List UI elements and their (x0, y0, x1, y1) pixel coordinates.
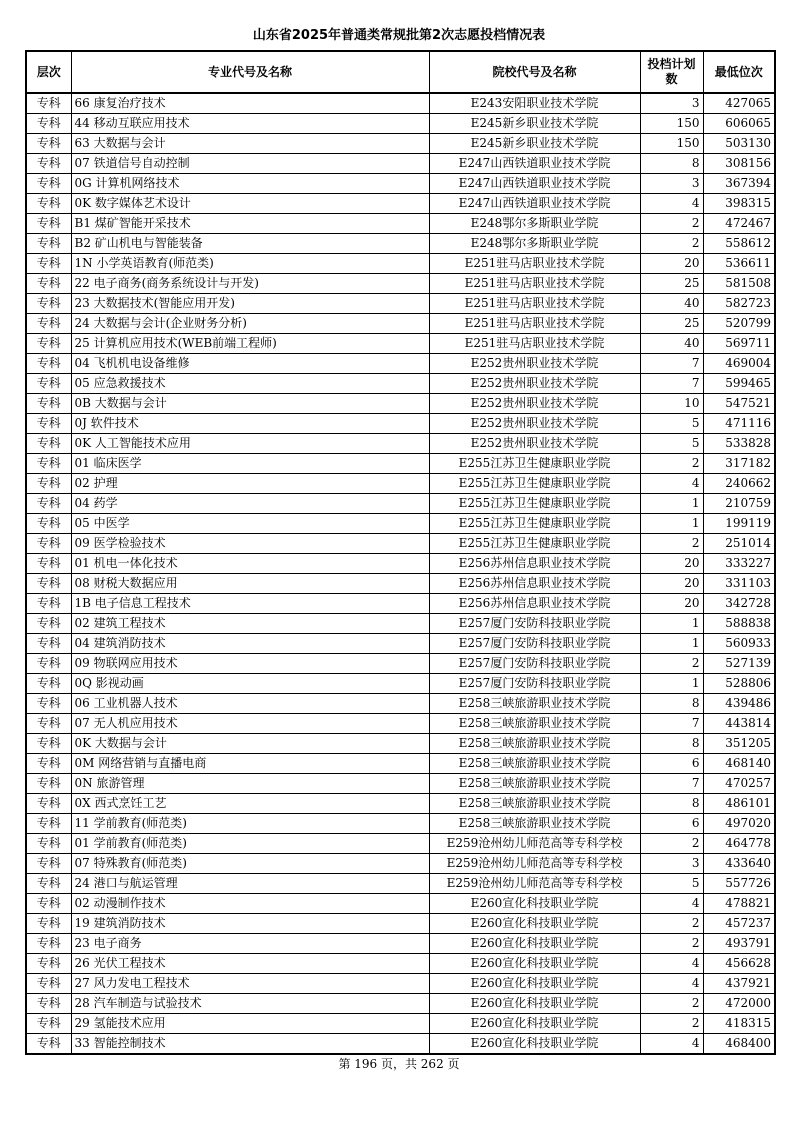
cell-rank: 558612 (703, 234, 775, 254)
cell-rank: 333227 (703, 554, 775, 574)
table-row (26, 674, 775, 694)
cell-rank: 560933 (703, 634, 775, 654)
cell-major: 0N 旅游管理 (71, 774, 429, 794)
table-row (26, 594, 775, 614)
cell-major: 23 大数据技术(智能应用开发) (71, 294, 429, 314)
cell-rank: 520799 (703, 314, 775, 334)
cell-rank: 308156 (703, 154, 775, 174)
cell-plan: 4 (640, 1034, 703, 1055)
cell-rank: 418315 (703, 1014, 775, 1034)
cell-level: 专科 (26, 214, 71, 234)
cell-rank: 210759 (703, 494, 775, 514)
table-body (26, 93, 775, 1054)
cell-level: 专科 (26, 634, 71, 654)
cell-school: E256苏州信息职业技术学院 (429, 554, 640, 574)
cell-rank: 437921 (703, 974, 775, 994)
cell-rank: 367394 (703, 174, 775, 194)
cell-rank: 251014 (703, 534, 775, 554)
cell-rank: 472467 (703, 214, 775, 234)
table-row (26, 874, 775, 894)
cell-level: 专科 (26, 614, 71, 634)
cell-plan: 4 (640, 194, 703, 214)
table-row (26, 354, 775, 374)
cell-level: 专科 (26, 414, 71, 434)
cell-school: E251驻马店职业技术学院 (429, 334, 640, 354)
cell-major: 33 智能控制技术 (71, 1034, 429, 1055)
cell-level: 专科 (26, 154, 71, 174)
cell-major: 01 临床医学 (71, 454, 429, 474)
cell-level: 专科 (26, 254, 71, 274)
cell-plan: 2 (640, 834, 703, 854)
cell-plan: 7 (640, 374, 703, 394)
table-row (26, 494, 775, 514)
cell-school: E256苏州信息职业技术学院 (429, 594, 640, 614)
cell-school: E252贵州职业技术学院 (429, 414, 640, 434)
cell-major: 0Q 影视动画 (71, 674, 429, 694)
page-title: 山东省2025年普通类常规批第2次志愿投档情况表 (252, 28, 546, 43)
cell-plan: 2 (640, 1014, 703, 1034)
cell-rank: 478821 (703, 894, 775, 914)
table-row (26, 914, 775, 934)
cell-level: 专科 (26, 494, 71, 514)
table-row (26, 654, 775, 674)
cell-school: E255江苏卫生健康职业学院 (429, 534, 640, 554)
cell-school: E243安阳职业技术学院 (429, 93, 640, 114)
cell-rank: 331103 (703, 574, 775, 594)
cell-major: 0B 大数据与会计 (71, 394, 429, 414)
cell-major: 09 物联网应用技术 (71, 654, 429, 674)
cell-plan: 6 (640, 754, 703, 774)
cell-major: 0K 数字媒体艺术设计 (71, 194, 429, 214)
cell-level: 专科 (26, 474, 71, 494)
cell-level: 专科 (26, 754, 71, 774)
cell-level: 专科 (26, 314, 71, 334)
header-major: 专业代号及名称 (71, 51, 429, 93)
table-row (26, 1034, 775, 1055)
cell-major: 1B 电子信息工程技术 (71, 594, 429, 614)
cell-rank: 471116 (703, 414, 775, 434)
cell-level: 专科 (26, 594, 71, 614)
cell-rank: 472000 (703, 994, 775, 1014)
table-row (26, 534, 775, 554)
table-row (26, 334, 775, 354)
cell-rank: 351205 (703, 734, 775, 754)
cell-school: E256苏州信息职业技术学院 (429, 574, 640, 594)
cell-plan: 2 (640, 234, 703, 254)
cell-major: 06 工业机器人技术 (71, 694, 429, 714)
header-rank: 最低位次 (703, 51, 775, 93)
cell-school: E260宣化科技职业学院 (429, 894, 640, 914)
table-row (26, 294, 775, 314)
cell-plan: 4 (640, 474, 703, 494)
cell-level: 专科 (26, 934, 71, 954)
cell-school: E251驻马店职业技术学院 (429, 254, 640, 274)
cell-school: E251驻马店职业技术学院 (429, 274, 640, 294)
cell-major: 28 汽车制造与试验技术 (71, 994, 429, 1014)
cell-level: 专科 (26, 974, 71, 994)
cell-school: E258三峡旅游职业技术学院 (429, 694, 640, 714)
cell-major: 29 氢能技术应用 (71, 1014, 429, 1034)
cell-major: 07 无人机应用技术 (71, 714, 429, 734)
cell-school: E247山西铁道职业技术学院 (429, 154, 640, 174)
cell-major: 24 港口与航运管理 (71, 874, 429, 894)
cell-plan: 2 (640, 214, 703, 234)
cell-level: 专科 (26, 694, 71, 714)
cell-school: E260宣化科技职业学院 (429, 974, 640, 994)
cell-level: 专科 (26, 674, 71, 694)
cell-plan: 5 (640, 414, 703, 434)
cell-major: B1 煤矿智能开采技术 (71, 214, 429, 234)
table-row (26, 174, 775, 194)
cell-rank: 493791 (703, 934, 775, 954)
cell-school: E259沧州幼儿师范高等专科学校 (429, 854, 640, 874)
table-row (26, 254, 775, 274)
cell-school: E258三峡旅游职业技术学院 (429, 814, 640, 834)
cell-major: 04 飞机机电设备维修 (71, 354, 429, 374)
table-row (26, 474, 775, 494)
table-row (26, 774, 775, 794)
cell-school: E260宣化科技职业学院 (429, 934, 640, 954)
cell-major: 66 康复治疗技术 (71, 93, 429, 114)
cell-rank: 342728 (703, 594, 775, 614)
cell-plan: 8 (640, 734, 703, 754)
cell-plan: 8 (640, 794, 703, 814)
table-row (26, 194, 775, 214)
cell-school: E255江苏卫生健康职业学院 (429, 514, 640, 534)
cell-major: 63 大数据与会计 (71, 134, 429, 154)
cell-level: 专科 (26, 334, 71, 354)
header-plan: 投档计划数 (640, 51, 703, 93)
cell-major: 25 计算机应用技术(WEB前端工程师) (71, 334, 429, 354)
table-row (26, 274, 775, 294)
cell-plan: 40 (640, 294, 703, 314)
cell-plan: 40 (640, 334, 703, 354)
cell-rank: 317182 (703, 454, 775, 474)
table-row (26, 154, 775, 174)
cell-plan: 25 (640, 274, 703, 294)
cell-level: 专科 (26, 514, 71, 534)
cell-school: E251驻马店职业技术学院 (429, 314, 640, 334)
cell-level: 专科 (26, 394, 71, 414)
cell-school: E259沧州幼儿师范高等专科学校 (429, 874, 640, 894)
table-row (26, 814, 775, 834)
cell-plan: 7 (640, 714, 703, 734)
cell-school: E260宣化科技职业学院 (429, 954, 640, 974)
table-row (26, 574, 775, 594)
cell-plan: 1 (640, 494, 703, 514)
cell-level: 专科 (26, 234, 71, 254)
cell-plan: 4 (640, 954, 703, 974)
table-row (26, 834, 775, 854)
cell-major: 02 建筑工程技术 (71, 614, 429, 634)
table-row (26, 214, 775, 234)
cell-level: 专科 (26, 854, 71, 874)
cell-level: 专科 (26, 714, 71, 734)
cell-plan: 25 (640, 314, 703, 334)
cell-plan: 7 (640, 774, 703, 794)
cell-school: E258三峡旅游职业技术学院 (429, 714, 640, 734)
cell-rank: 527139 (703, 654, 775, 674)
cell-level: 专科 (26, 294, 71, 314)
cell-major: 0K 大数据与会计 (71, 734, 429, 754)
cell-plan: 2 (640, 994, 703, 1014)
cell-rank: 469004 (703, 354, 775, 374)
cell-rank: 599465 (703, 374, 775, 394)
cell-school: E260宣化科技职业学院 (429, 1014, 640, 1034)
cell-rank: 503130 (703, 134, 775, 154)
cell-plan: 150 (640, 114, 703, 134)
table-row (26, 93, 775, 114)
cell-school: E258三峡旅游职业技术学院 (429, 794, 640, 814)
cell-major: 07 特殊教育(师范类) (71, 854, 429, 874)
cell-rank: 581508 (703, 274, 775, 294)
cell-major: 0M 网络营销与直播电商 (71, 754, 429, 774)
cell-rank: 457237 (703, 914, 775, 934)
cell-rank: 533828 (703, 434, 775, 454)
table-row (26, 954, 775, 974)
cell-rank: 547521 (703, 394, 775, 414)
table-row (26, 614, 775, 634)
cell-plan: 7 (640, 354, 703, 374)
cell-school: E257厦门安防科技职业学院 (429, 654, 640, 674)
cell-plan: 2 (640, 934, 703, 954)
cell-school: E258三峡旅游职业技术学院 (429, 734, 640, 754)
cell-rank: 486101 (703, 794, 775, 814)
cell-major: 02 护理 (71, 474, 429, 494)
cell-school: E259沧州幼儿师范高等专科学校 (429, 834, 640, 854)
cell-level: 专科 (26, 654, 71, 674)
cell-major: 04 药学 (71, 494, 429, 514)
cell-school: E255江苏卫生健康职业学院 (429, 494, 640, 514)
table-row (26, 934, 775, 954)
table-row (26, 974, 775, 994)
cell-plan: 150 (640, 134, 703, 154)
cell-rank: 557726 (703, 874, 775, 894)
table-row (26, 854, 775, 874)
cell-level: 专科 (26, 93, 71, 114)
cell-plan: 8 (640, 694, 703, 714)
cell-major: 0X 西式烹饪工艺 (71, 794, 429, 814)
cell-plan: 4 (640, 974, 703, 994)
cell-level: 专科 (26, 834, 71, 854)
cell-school: E247山西铁道职业技术学院 (429, 194, 640, 214)
cell-school: E257厦门安防科技职业学院 (429, 674, 640, 694)
cell-plan: 6 (640, 814, 703, 834)
cell-plan: 5 (640, 434, 703, 454)
cell-rank: 456628 (703, 954, 775, 974)
cell-school: E252贵州职业技术学院 (429, 394, 640, 414)
table-row (26, 714, 775, 734)
cell-school: E257厦门安防科技职业学院 (429, 614, 640, 634)
cell-plan: 20 (640, 574, 703, 594)
table-row (26, 734, 775, 754)
cell-rank: 439486 (703, 694, 775, 714)
cell-plan: 20 (640, 594, 703, 614)
table-row (26, 794, 775, 814)
cell-rank: 468140 (703, 754, 775, 774)
cell-school: E257厦门安防科技职业学院 (429, 634, 640, 654)
cell-school: E260宣化科技职业学院 (429, 994, 640, 1014)
table-row (26, 894, 775, 914)
table-row (26, 314, 775, 334)
table-row (26, 374, 775, 394)
cell-rank: 443814 (703, 714, 775, 734)
cell-rank: 470257 (703, 774, 775, 794)
cell-level: 专科 (26, 354, 71, 374)
admission-table (25, 50, 776, 1055)
cell-major: 02 动漫制作技术 (71, 894, 429, 914)
cell-major: 26 光伏工程技术 (71, 954, 429, 974)
table-row (26, 1014, 775, 1034)
cell-plan: 3 (640, 854, 703, 874)
cell-major: 08 财税大数据应用 (71, 574, 429, 594)
cell-plan: 1 (640, 514, 703, 534)
cell-school: E248鄂尔多斯职业学院 (429, 234, 640, 254)
cell-major: 05 应急救援技术 (71, 374, 429, 394)
cell-level: 专科 (26, 734, 71, 754)
cell-major: 24 大数据与会计(企业财务分析) (71, 314, 429, 334)
table-row (26, 994, 775, 1014)
header-school: 院校代号及名称 (429, 51, 640, 93)
cell-plan: 2 (640, 914, 703, 934)
cell-plan: 2 (640, 654, 703, 674)
table-row (26, 454, 775, 474)
table-row (26, 114, 775, 134)
cell-rank: 468400 (703, 1034, 775, 1055)
cell-level: 专科 (26, 814, 71, 834)
cell-plan: 10 (640, 394, 703, 414)
cell-level: 专科 (26, 194, 71, 214)
table-row (26, 134, 775, 154)
cell-school: E258三峡旅游职业技术学院 (429, 754, 640, 774)
cell-level: 专科 (26, 774, 71, 794)
cell-rank: 398315 (703, 194, 775, 214)
cell-plan: 1 (640, 634, 703, 654)
cell-level: 专科 (26, 1014, 71, 1034)
cell-rank: 464778 (703, 834, 775, 854)
cell-rank: 433640 (703, 854, 775, 874)
cell-plan: 8 (640, 154, 703, 174)
cell-rank: 497020 (703, 814, 775, 834)
cell-major: 09 医学检验技术 (71, 534, 429, 554)
cell-major: 07 铁道信号自动控制 (71, 154, 429, 174)
cell-school: E260宣化科技职业学院 (429, 1034, 640, 1055)
cell-plan: 4 (640, 894, 703, 914)
cell-major: 11 学前教育(师范类) (71, 814, 429, 834)
cell-level: 专科 (26, 554, 71, 574)
page-footer: 第 196 页，共 262 页 (338, 1057, 460, 1071)
cell-plan: 3 (640, 174, 703, 194)
cell-school: E255江苏卫生健康职业学院 (429, 454, 640, 474)
cell-major: 23 电子商务 (71, 934, 429, 954)
cell-major: 01 机电一体化技术 (71, 554, 429, 574)
cell-plan: 3 (640, 93, 703, 114)
cell-major: 19 建筑消防技术 (71, 914, 429, 934)
cell-major: 04 建筑消防技术 (71, 634, 429, 654)
cell-plan: 2 (640, 534, 703, 554)
cell-level: 专科 (26, 1034, 71, 1055)
cell-level: 专科 (26, 914, 71, 934)
table-header-row (26, 51, 775, 93)
cell-level: 专科 (26, 114, 71, 134)
cell-major: 0J 软件技术 (71, 414, 429, 434)
cell-school: E245新乡职业技术学院 (429, 134, 640, 154)
cell-major: 0G 计算机网络技术 (71, 174, 429, 194)
table-row (26, 434, 775, 454)
cell-rank: 427065 (703, 93, 775, 114)
table-row (26, 414, 775, 434)
table-row (26, 554, 775, 574)
cell-school: E252贵州职业技术学院 (429, 434, 640, 454)
cell-rank: 528806 (703, 674, 775, 694)
cell-school: E247山西铁道职业技术学院 (429, 174, 640, 194)
table-row (26, 394, 775, 414)
cell-school: E252贵州职业技术学院 (429, 354, 640, 374)
cell-level: 专科 (26, 434, 71, 454)
cell-level: 专科 (26, 374, 71, 394)
header-level: 层次 (26, 51, 71, 93)
cell-plan: 2 (640, 454, 703, 474)
cell-plan: 1 (640, 674, 703, 694)
cell-level: 专科 (26, 454, 71, 474)
cell-level: 专科 (26, 534, 71, 554)
cell-rank: 588838 (703, 614, 775, 634)
cell-major: 44 移动互联应用技术 (71, 114, 429, 134)
cell-major: B2 矿山机电与智能装备 (71, 234, 429, 254)
cell-major: 0K 人工智能技术应用 (71, 434, 429, 454)
cell-level: 专科 (26, 954, 71, 974)
cell-plan: 20 (640, 554, 703, 574)
cell-school: E252贵州职业技术学院 (429, 374, 640, 394)
cell-major: 1N 小学英语教育(师范类) (71, 254, 429, 274)
cell-school: E245新乡职业技术学院 (429, 114, 640, 134)
cell-major: 27 风力发电工程技术 (71, 974, 429, 994)
cell-school: E248鄂尔多斯职业学院 (429, 214, 640, 234)
table-row (26, 694, 775, 714)
cell-plan: 1 (640, 614, 703, 634)
cell-rank: 569711 (703, 334, 775, 354)
table-row (26, 234, 775, 254)
cell-rank: 199119 (703, 514, 775, 534)
cell-school: E258三峡旅游职业技术学院 (429, 774, 640, 794)
cell-level: 专科 (26, 994, 71, 1014)
cell-major: 05 中医学 (71, 514, 429, 534)
cell-major: 22 电子商务(商务系统设计与开发) (71, 274, 429, 294)
cell-level: 专科 (26, 134, 71, 154)
table-row (26, 514, 775, 534)
cell-rank: 582723 (703, 294, 775, 314)
cell-rank: 536611 (703, 254, 775, 274)
cell-major: 01 学前教育(师范类) (71, 834, 429, 854)
cell-school: E255江苏卫生健康职业学院 (429, 474, 640, 494)
cell-level: 专科 (26, 174, 71, 194)
cell-rank: 240662 (703, 474, 775, 494)
cell-level: 专科 (26, 874, 71, 894)
cell-level: 专科 (26, 274, 71, 294)
cell-school: E251驻马店职业技术学院 (429, 294, 640, 314)
cell-plan: 20 (640, 254, 703, 274)
cell-level: 专科 (26, 894, 71, 914)
cell-plan: 5 (640, 874, 703, 894)
cell-school: E260宣化科技职业学院 (429, 914, 640, 934)
table-row (26, 754, 775, 774)
cell-level: 专科 (26, 794, 71, 814)
cell-rank: 606065 (703, 114, 775, 134)
cell-level: 专科 (26, 574, 71, 594)
table-row (26, 634, 775, 654)
